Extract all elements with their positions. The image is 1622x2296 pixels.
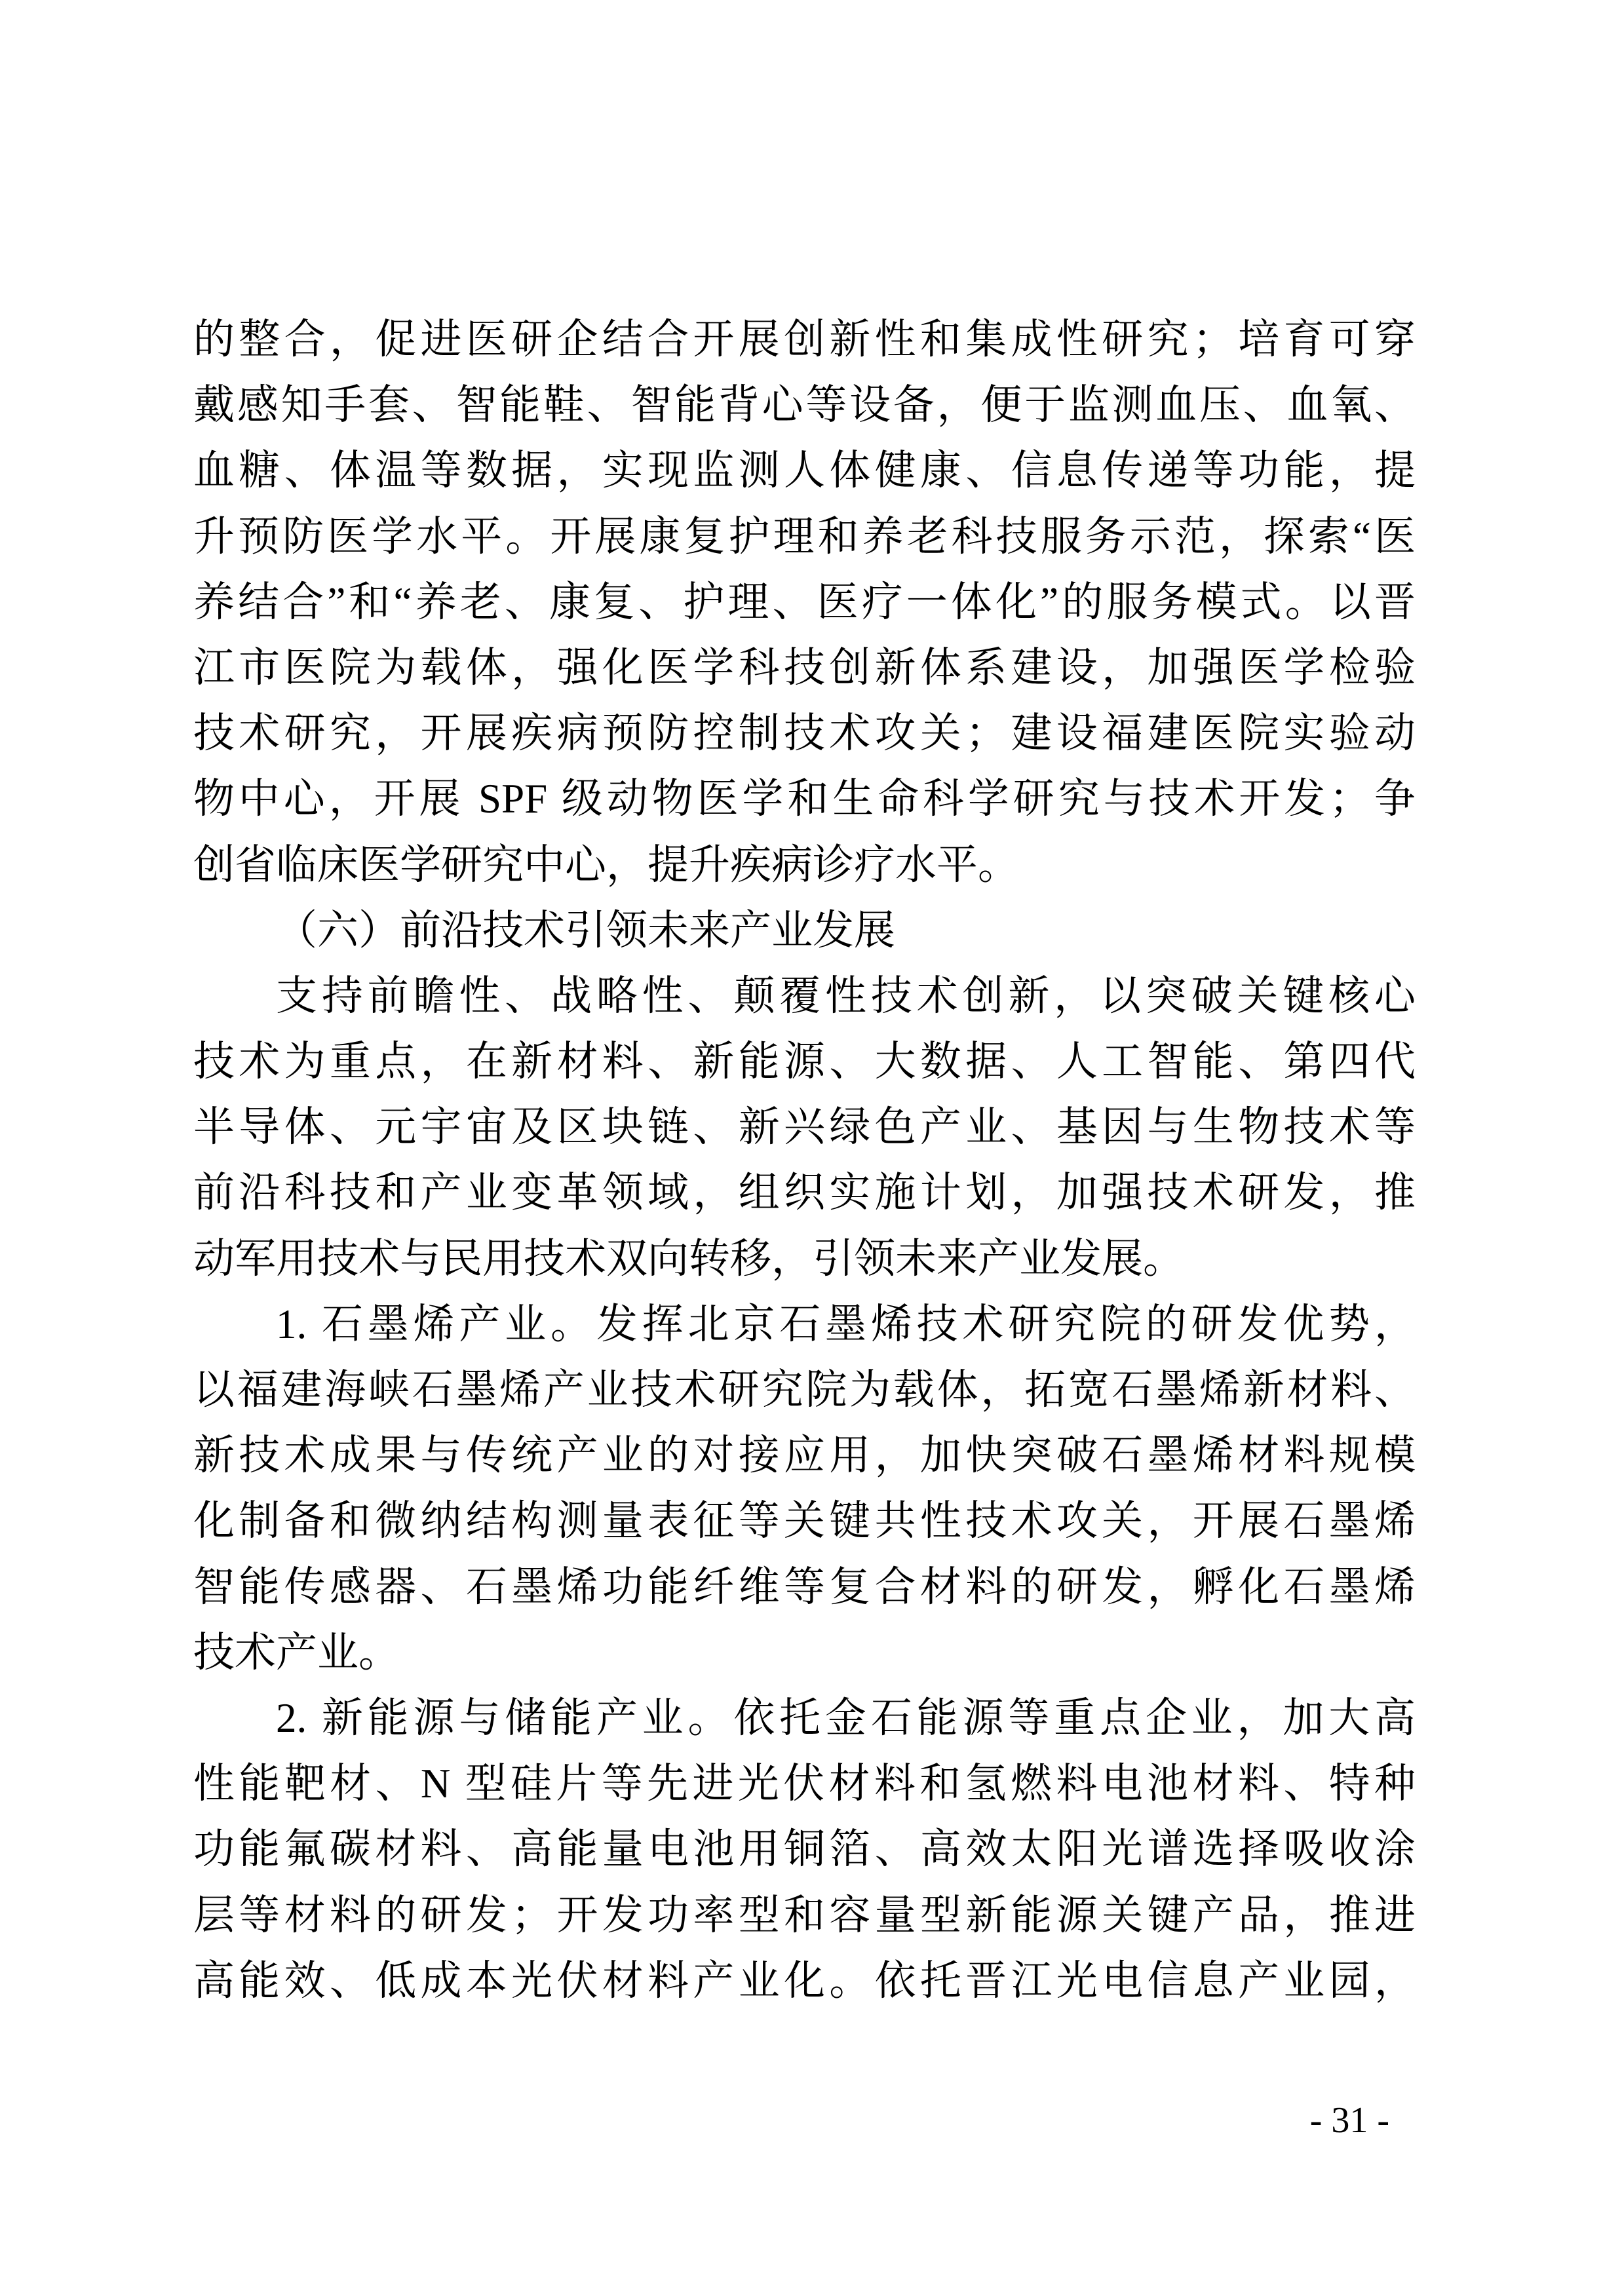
text-line: 创省临床医学研究中心，提升疾病诊疗水平。 <box>193 841 1019 888</box>
text-line: 血糖、体温等数据，实现监测人体健康、信息传递等功能，提 <box>193 448 1416 494</box>
text-line: 半导体、元宇宙及区块链、新兴绿色产业、基因与生物技术等 <box>193 1104 1416 1151</box>
text-line: 支持前瞻性、战略性、颠覆性技术创新，以突破关键核心 <box>276 972 1416 1019</box>
text-line: 江市医院为载体，强化医学科技创新体系建设，加强医学检验 <box>193 644 1416 691</box>
text-line: 戴感知手套、智能鞋、智能背心等设备，便于监测血压、血氧、 <box>193 382 1416 429</box>
text-line: 的整合，促进医研企结合开展创新性和集成性研究；培育可穿 <box>193 316 1416 362</box>
text-line: 智能传感器、石墨烯功能纤维等复合材料的研发，孵化石墨烯 <box>193 1563 1416 1610</box>
text-line: 功能氟碳材料、高能量电池用铜箔、高效太阳光谱选择吸收涂 <box>193 1826 1416 1873</box>
text-line: 养结合”和“养老、康复、护理、医疗一体化”的服务模式。以晋 <box>193 579 1416 625</box>
text-line: 前沿科技和产业变革领域，组织实施计划，加强技术研发，推 <box>193 1170 1416 1216</box>
text-line: 技术研究，开展疾病预防控制技术攻关；建设福建医院实验动 <box>193 710 1416 757</box>
text-line: 2. 新能源与储能产业。依托金石能源等重点企业，加大高 <box>276 1694 1416 1741</box>
page-number: - 31 - <box>1309 2100 1389 2141</box>
text-line: 1. 石墨烯产业。发挥北京石墨烯技术研究院的研发优势， <box>276 1301 1416 1347</box>
text-line: 以福建海峡石墨烯产业技术研究院为载体，拓宽石墨烯新材料、 <box>193 1367 1416 1413</box>
text-line: 新技术成果与传统产业的对接应用，加快突破石墨烯材料规模 <box>193 1432 1416 1479</box>
text-line: 高能效、低成本光伏材料产业化。依托晋江光电信息产业园， <box>193 1957 1416 2004</box>
text-line: 动军用技术与民用技术双向转移，引领未来产业发展。 <box>193 1235 1184 1282</box>
section-heading: （六）前沿技术引领未来产业发展 <box>276 907 895 953</box>
text-line: 化制备和微纳结构测量表征等关键共性技术攻关，开展石墨烯 <box>193 1498 1416 1544</box>
text-line: 层等材料的研发；开发功率型和容量型新能源关键产品，推进 <box>193 1892 1416 1938</box>
text-line: 性能靶材、N 型硅片等先进光伏材料和氢燃料电池材料、特种 <box>193 1761 1416 1807</box>
text-line: 技术产业。 <box>193 1629 400 1675</box>
text-line: 升预防医学水平。开展康复护理和养老科技服务示范，探索“医 <box>193 513 1416 560</box>
text-line: 技术为重点，在新材料、新能源、大数据、人工智能、第四代 <box>193 1039 1416 1085</box>
text-line: 物中心，开展 SPF 级动物医学和生命科学研究与技术开发；争 <box>193 776 1416 822</box>
text-block <box>193 307 1416 2014</box>
